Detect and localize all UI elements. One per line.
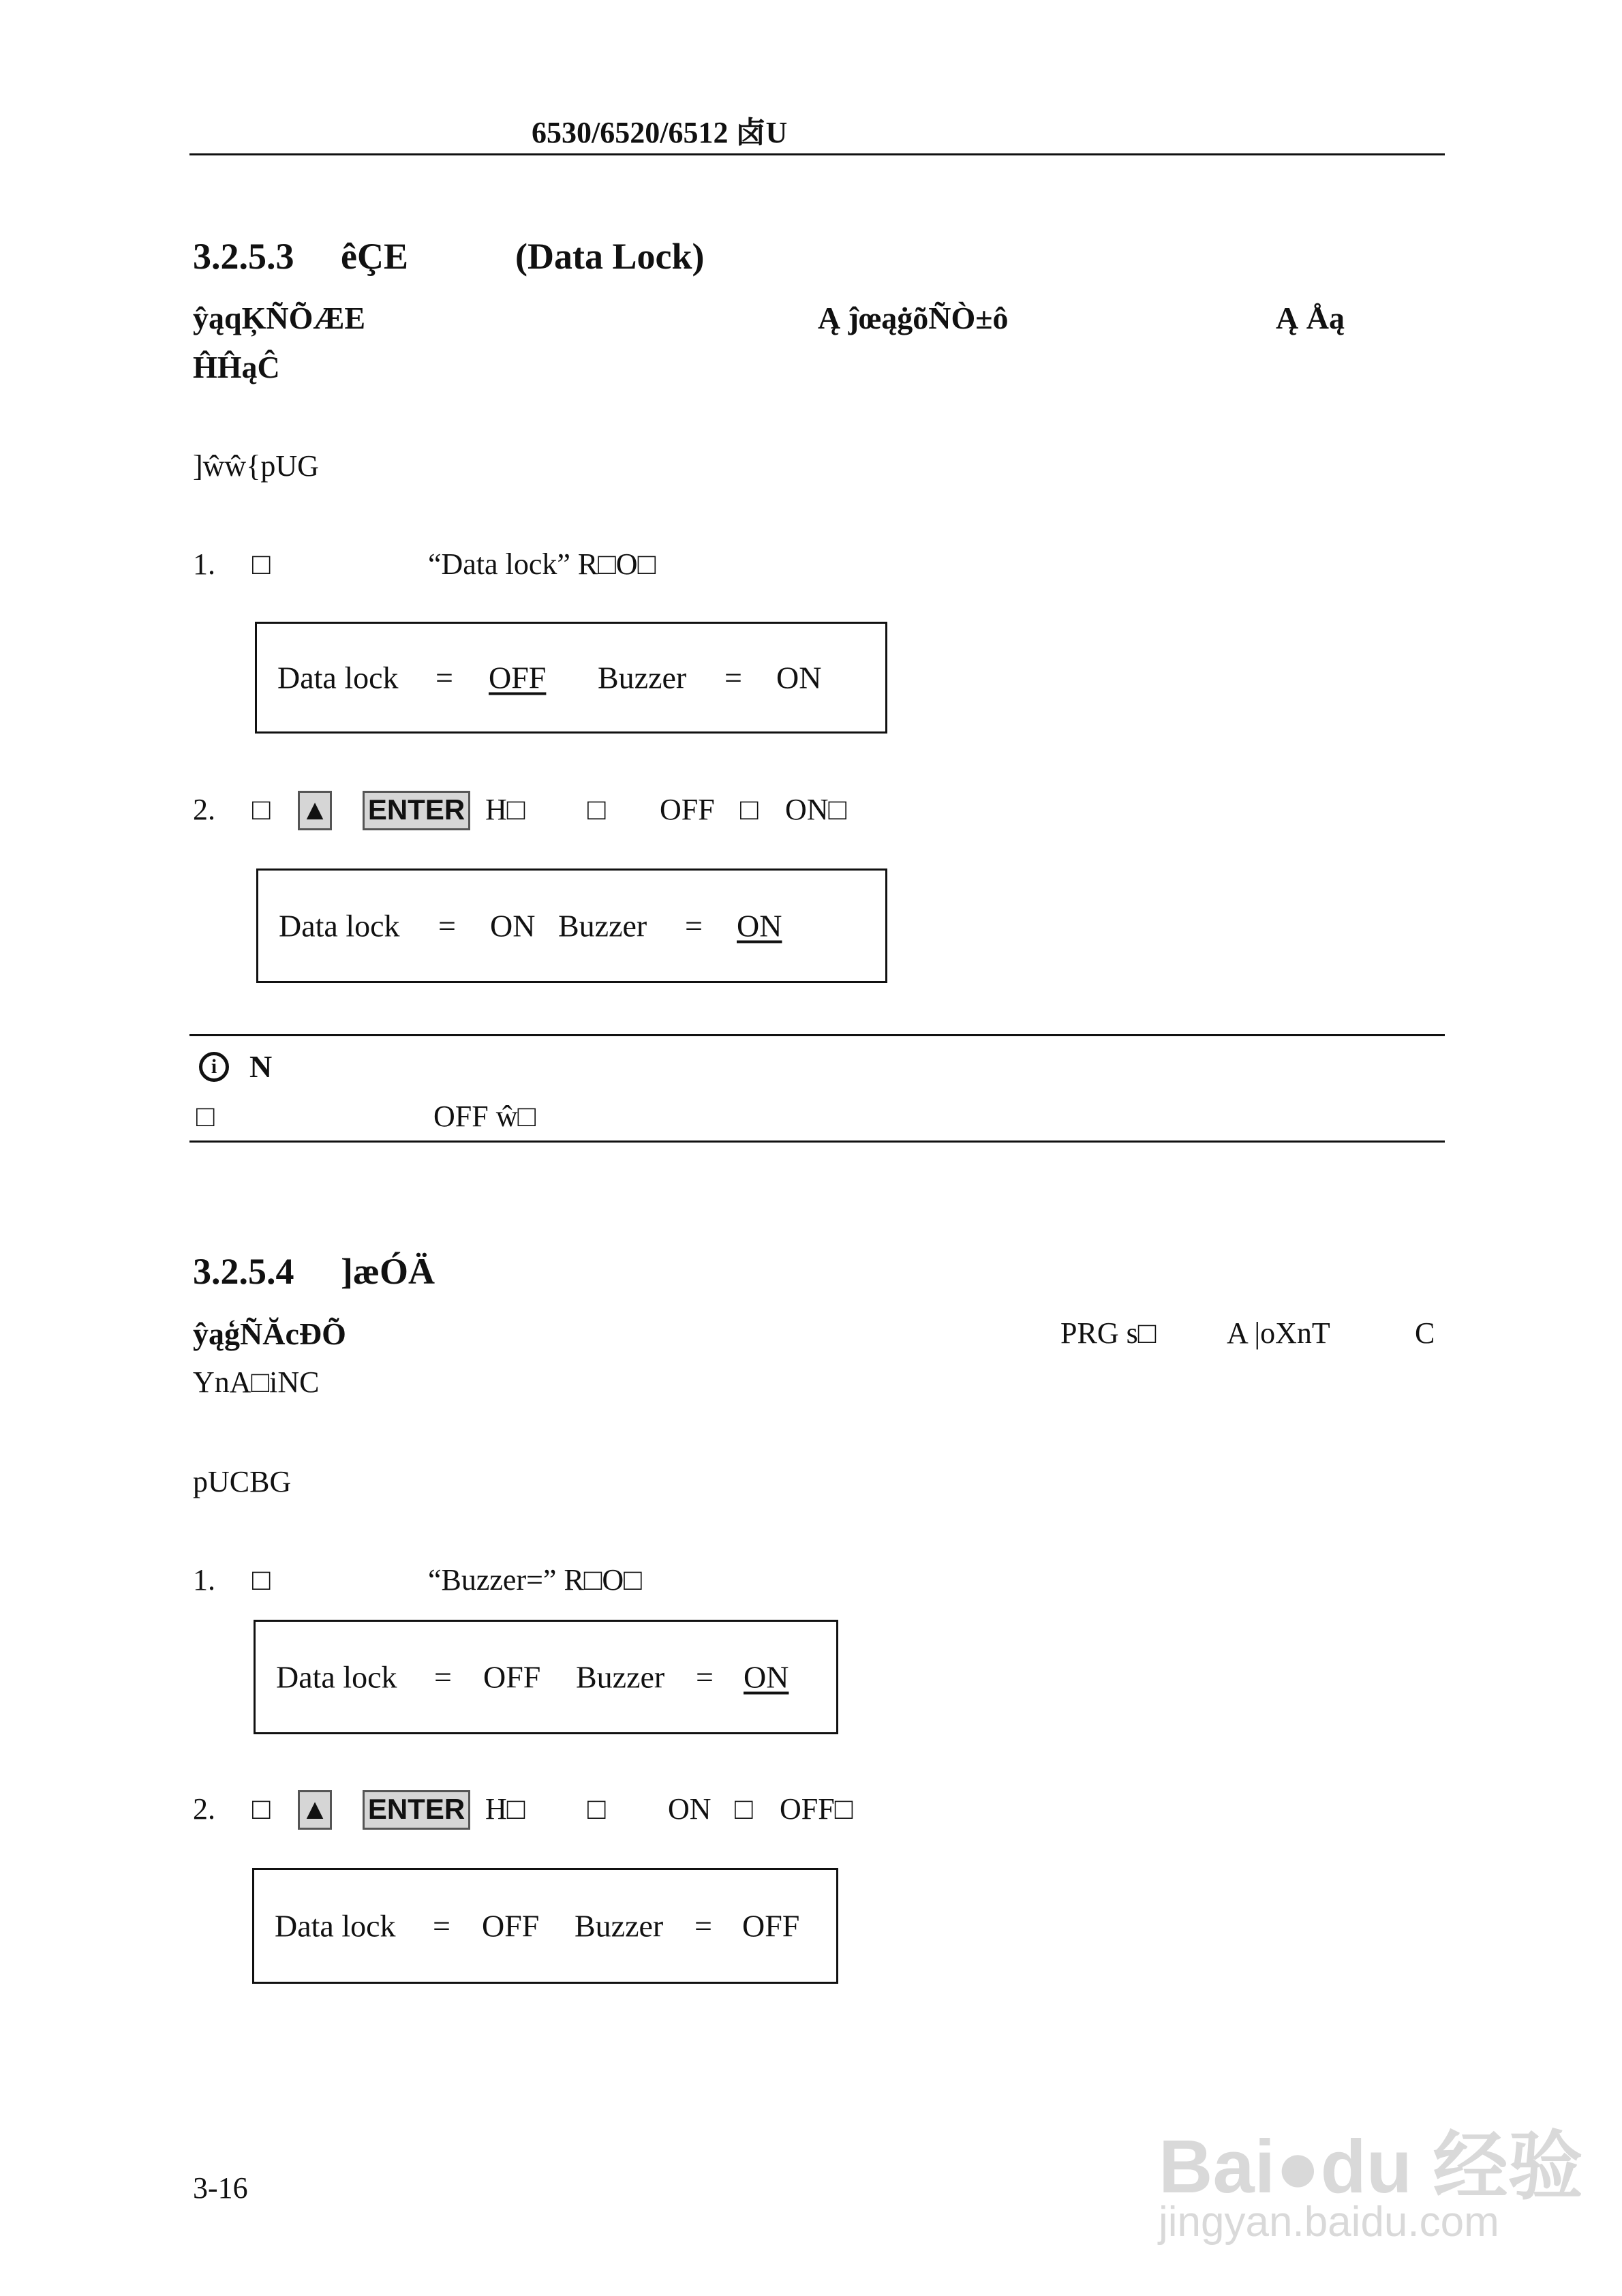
intro-text-right: C [1415,1316,1435,1350]
header-rule [189,153,1445,155]
lcd-display [254,1620,838,1734]
lcd-display [255,622,887,734]
lcd-label-buzzer: Buzzer [575,1908,664,1944]
step-mark: □ [252,1563,271,1597]
intro-text-prg: PRG s□ [1060,1316,1157,1350]
section-number: 3.2.5.4 [193,1251,294,1292]
intro-text-line2: YnA□iNC [193,1365,320,1399]
section-heading-en: (Data Lock) [515,236,705,277]
lcd-label-buzzer: Buzzer [598,660,687,695]
page-number: 3-16 [193,2171,248,2205]
info-icon: i [199,1052,229,1082]
lcd-value-buzzer: ON [737,908,782,943]
intro-text-mid: A |oXnT [1227,1316,1330,1350]
lcd-equals: = [685,908,703,943]
lcd-equals: = [696,1659,714,1695]
step-value-from: OFF [660,793,715,826]
step-text: H□ [485,1792,525,1826]
lcd-equals: = [438,908,456,943]
lcd-value-buzzer: OFF [742,1908,800,1944]
step-number: 1. [193,547,215,581]
step-mark: □ [252,547,271,581]
step-text: “Buzzer=” R□O□ [428,1563,642,1597]
enter-key: ENTER [363,791,470,830]
note-mark: □ [196,1100,215,1133]
step-value-from: ON [668,1792,711,1826]
lcd-equals: = [433,1908,450,1944]
page-header-title: 6530/6520/6512 卤U [532,116,788,149]
step-mark: □ [252,793,271,826]
lcd-equals: = [724,660,742,695]
lead-paragraph: ]ŵŵ{pUG [193,449,319,483]
note-text: OFF ŵ□ [433,1100,536,1133]
note-title: N [249,1049,273,1084]
note-top-rule [189,1034,1445,1036]
section-heading-cjk: ]æÓÄ [341,1251,435,1292]
lcd-value-data-lock: OFF [482,1908,540,1944]
step-text: “Data lock” R□O□ [428,547,656,581]
intro-text-line2: ĤĤąĈ [193,350,280,384]
step-number: 2. [193,793,215,826]
lcd-label-data-lock: Data lock [275,1908,396,1944]
step-mark: □ [735,1792,753,1826]
up-arrow-key-icon: ▲ [298,1790,332,1830]
step-value-to: ON□ [785,793,847,826]
lcd-label-data-lock: Data lock [276,1659,397,1695]
lcd-value-data-lock: OFF [483,1659,541,1695]
step-mark: □ [252,1792,271,1826]
intro-text-left: ŷąqĶÑÕÆE [193,301,366,335]
note-bottom-rule [189,1141,1445,1143]
lcd-label-buzzer: Buzzer [558,908,647,943]
intro-text-left: ŷąģÑĂcÐÕ [193,1316,346,1351]
step-mark: □ [587,793,606,826]
lead-paragraph: pUCBG [193,1465,292,1498]
lcd-equals: = [694,1908,712,1944]
up-arrow-key-icon: ▲ [298,791,332,830]
section-heading-cjk: êÇE [341,236,408,277]
enter-key: ENTER [363,1790,470,1830]
section-number: 3.2.5.3 [193,236,294,277]
lcd-value-data-lock: OFF [489,660,547,695]
step-number: 1. [193,1563,215,1597]
step-text: H□ [485,793,525,826]
lcd-label-buzzer: Buzzer [576,1659,665,1695]
lcd-value-buzzer: ON [744,1659,789,1695]
step-number: 2. [193,1792,215,1826]
step-mark: □ [740,793,759,826]
watermark-logo: Bai●du 经验 [1159,2125,1583,2209]
lcd-value-data-lock: ON [490,908,536,943]
watermark-url: jingyan.baidu.com [1159,2199,1499,2246]
lcd-equals: = [434,1659,452,1695]
lcd-label-data-lock: Data lock [277,660,399,695]
step-value-to: OFF□ [780,1792,853,1826]
lcd-label-data-lock: Data lock [279,908,400,943]
step-mark: □ [587,1792,606,1826]
lcd-equals: = [435,660,453,695]
intro-text-mid: Ą ĵœąġõÑÒ±ô [818,301,1009,335]
lcd-value-buzzer: ON [776,660,822,695]
intro-text-right: Ą Åą [1276,301,1345,335]
lcd-display [256,868,887,983]
lcd-display [252,1868,838,1984]
